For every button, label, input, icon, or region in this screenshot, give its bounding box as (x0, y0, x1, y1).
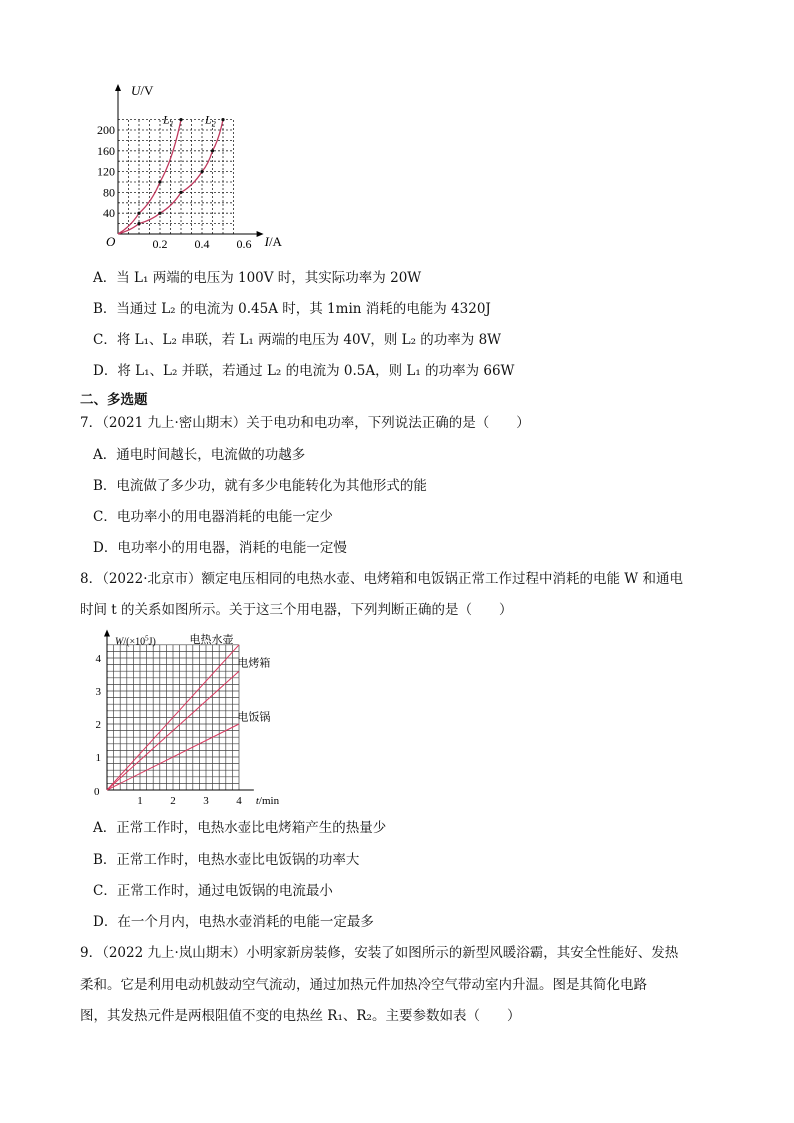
q6-option-d: D．将 L₁、L₂ 并联，若通过 L₂ 的电流为 0.5A，则 L₁ 的功率为 66W (93, 363, 515, 379)
x-tick-label: 2 (170, 795, 176, 807)
y-tick-label: 2 (95, 719, 101, 731)
q6-option-a: A．当 L₁ 两端的电压为 100V 时，其实际功率为 20W (93, 270, 422, 286)
q7-option-a: A．通电时间越长，电流做的功越多 (93, 447, 306, 463)
x-axis-label: t/min (255, 795, 280, 807)
y-tick-label: 40 (103, 206, 115, 221)
data-point (221, 118, 224, 121)
ui-chart-series (118, 118, 225, 234)
q7-stem: 7．（2021 九上·密山期末）关于电功和电功率，下列说法正确的是（ ） (80, 415, 530, 431)
x-tick-label: 0.2 (152, 237, 168, 251)
q9-line3: 图，其发热元件是两根阻值不变的电热丝 R₁、R₂。主要参数如表（ ） (80, 1008, 521, 1024)
ui-chart (95, 78, 295, 258)
q6-option-c: C．将 L₁、L₂ 串联，若 L₁ 两端的电压为 40V，则 L₂ 的功率为 8W (93, 332, 502, 348)
q8-stem-line1: 8．（2022·北京市）额定电压相同的电热水壶、电烤箱和电饭锅正常工作过程中消耗的电能 W 和通电 (80, 571, 683, 587)
q8-option-b: B．正常工作时，电热水壶比电饭锅的功率大 (93, 852, 360, 868)
q8-stem-line2: 时间 t 的关系如图所示。关于这三个用电器，下列判断正确的是（ ） (80, 602, 513, 618)
x-tick-label: 0.6 (236, 237, 252, 251)
x-axis-arrow (257, 231, 264, 237)
q8-option-d: D．在一个月内，电热水壶消耗的电能一定最多 (93, 914, 374, 930)
series-label: 电热水壶 (189, 633, 234, 647)
y-axis-arrow (104, 630, 110, 637)
series-label-l1: $L_1$ (163, 112, 174, 129)
wt-chart-labels (94, 632, 280, 807)
y-tick-label: 120 (97, 164, 115, 179)
x-tick-label: 3 (203, 795, 209, 807)
origin-label: 0 (94, 786, 100, 798)
y-tick-label: 200 (97, 123, 115, 137)
series-label: 电烤箱 (237, 656, 271, 670)
q9-line1: 9．（2022 九上·岚山期末）小明家新房装修，安装了如图所示的新型风暖浴霸，其安全性能好、发热 (80, 945, 679, 961)
q9-line2: 柔和。它是利用电动机鼓动空气流动，通过加热元件加热冷空气带动室内升温。图是其简化电路 (80, 977, 647, 993)
data-point (200, 170, 203, 173)
y-tick-label: 1 (95, 752, 101, 764)
y-tick-label: 4 (95, 653, 101, 665)
ui-chart-axes (115, 84, 264, 237)
x-axis-label: I/A (264, 234, 282, 249)
y-axis-label: $W/(\times 10^5J)$ (115, 634, 156, 648)
q6-option-b: B．当通过 L₂ 的电流为 0.45A 时，其 1min 消耗的电能为 4320J (93, 301, 491, 317)
wt-chart (90, 633, 305, 812)
x-tick-label: 1 (137, 795, 143, 807)
y-tick-label: 3 (95, 686, 101, 698)
y-tick-label: 160 (97, 143, 115, 158)
y-axis-label: U/V (131, 83, 154, 98)
series-label-l2: $L_2$ (205, 112, 216, 129)
data-point (158, 212, 161, 215)
q7-option-c: C．电功率小的用电器消耗的电能一定少 (93, 509, 333, 525)
x-tick-label: 4 (236, 795, 242, 807)
origin-label: O (106, 234, 116, 249)
section-title: 二、多选题 (80, 392, 148, 408)
q8-option-a: A．正常工作时，电热水壶比电烤箱产生的热量少 (93, 820, 387, 836)
data-point (137, 222, 140, 225)
ui-chart-grid (118, 120, 234, 234)
q8-option-c: C．正常工作时，通过电饭锅的电流最小 (93, 883, 333, 899)
data-point (158, 180, 161, 183)
ui-chart-labels (97, 83, 283, 251)
y-axis-arrow (115, 84, 121, 91)
series-label: 电饭锅 (237, 710, 271, 724)
data-point (211, 149, 214, 152)
data-point (179, 191, 182, 194)
data-point (137, 212, 140, 215)
data-point (179, 118, 182, 121)
y-tick-label: 80 (103, 185, 115, 200)
q7-option-d: D．电功率小的用电器，消耗的电能一定慢 (93, 540, 347, 556)
q7-option-b: B．电流做了多少功，就有多少电能转化为其他形式的能 (93, 478, 427, 494)
x-tick-label: 0.4 (194, 237, 210, 251)
